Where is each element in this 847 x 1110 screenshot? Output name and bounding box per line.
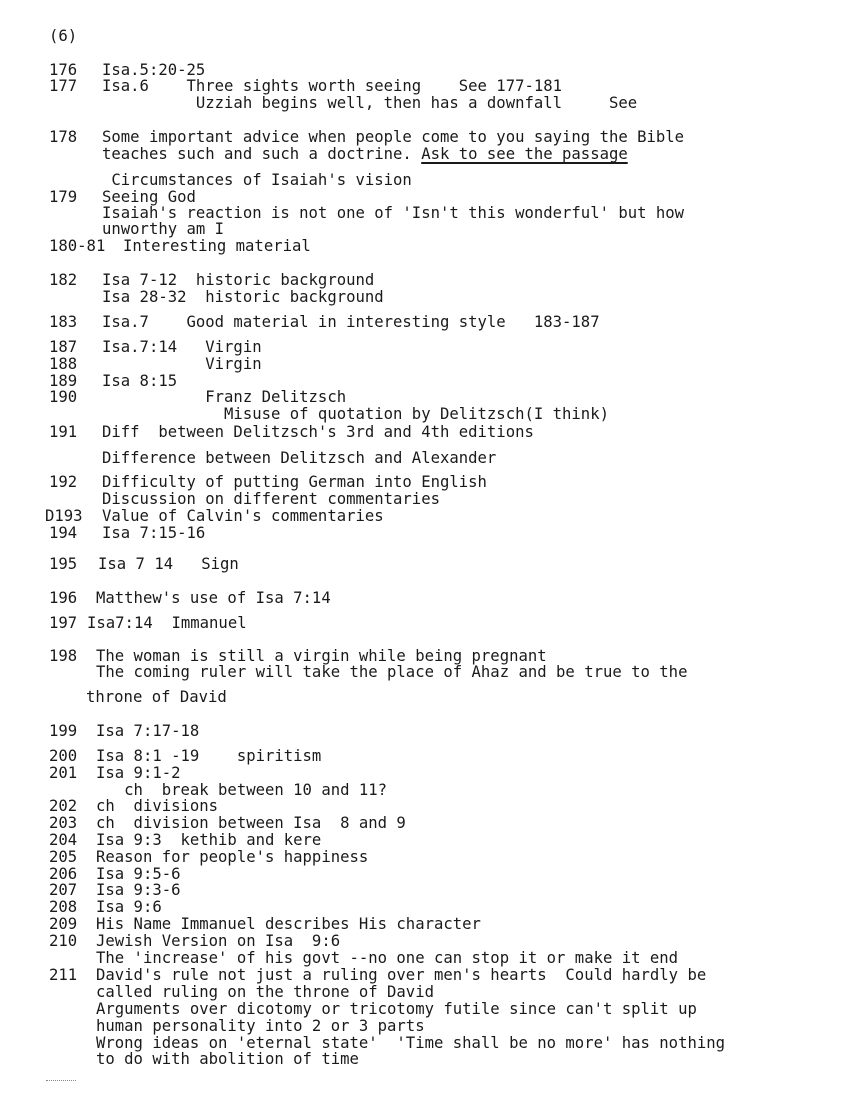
entry-number: 211 — [49, 966, 78, 984]
entry-number: 203 — [49, 814, 78, 832]
entry-number: 209 — [49, 915, 78, 933]
entry-text: David's rule not just a ruling over men's hearts Could hardly be — [96, 966, 707, 984]
entry-number: 191 — [49, 423, 78, 441]
entry-number: 176 — [49, 61, 78, 79]
entry-text-plain: teaches such and such a doctrine. — [102, 145, 412, 163]
entry-text: Isa 9:6 — [96, 898, 162, 916]
entry-text: Isa.5:20-25 — [102, 61, 206, 79]
entry-text: Isa 9:3 kethib and kere — [96, 831, 322, 849]
entry-number: 180-81 — [49, 237, 106, 255]
entry-number: 205 — [49, 848, 78, 866]
entry-text: The coming ruler will take the place of Ahaz and be true to the — [96, 663, 688, 681]
page-number: (6) — [49, 27, 78, 45]
entry-number: 208 — [49, 898, 78, 916]
entry-number: 196 — [49, 589, 78, 607]
entry-number: 195 — [49, 555, 78, 573]
entry-text: Difficulty of putting German into English — [102, 473, 487, 491]
entry-number: 204 — [49, 831, 78, 849]
entry-number: 206 — [49, 865, 78, 883]
entry-number: 182 — [49, 271, 78, 289]
entry-text: Franz Delitzsch — [102, 388, 347, 406]
entry-text: Isa 7:15-16 — [102, 524, 206, 542]
entry-number: 178 — [49, 128, 78, 146]
entry-number: 199 — [49, 722, 78, 740]
entry-number: 189 — [49, 372, 78, 390]
entry-text: Circumstances of Isaiah's vision — [102, 171, 412, 189]
entry-text: Interesting material — [123, 237, 311, 255]
entry-text: Isa.6 Three sights worth seeing See 177-181 — [102, 77, 563, 95]
entry-text: Uzziah begins well, then has a downfall See — [102, 94, 638, 112]
entry-number: 198 — [49, 647, 78, 665]
entry-text: The 'increase' of his govt --no one can stop it or make it end — [96, 949, 679, 967]
entry-number: 197 — [49, 614, 78, 632]
entry-text: Isa 9:5-6 — [96, 865, 181, 883]
entry-text: Isaiah's reaction is not one of 'Isn't this wonderful' but how — [102, 204, 685, 222]
entry-text: human personality into 2 or 3 parts — [96, 1017, 425, 1035]
entry-number: 207 — [49, 881, 78, 899]
entry-text: Isa 7-12 historic background — [102, 271, 375, 289]
entry-text: ch divisions — [96, 797, 219, 815]
entry-text: Value of Calvin's commentaries — [102, 507, 384, 525]
entry-number: 190 — [49, 388, 78, 406]
entry-number: 188 — [49, 355, 78, 373]
entry-text: Arguments over dicotomy or tricotomy futile since can't split up — [96, 1000, 697, 1018]
entry-text: unworthy am I — [102, 220, 225, 238]
entry-number: 183 — [49, 313, 78, 331]
entry-text: Some important advice when people come to you saying the Bible — [102, 128, 685, 146]
scan-mark — [46, 1080, 76, 1083]
entry-number: 179 — [49, 188, 78, 206]
entry-text: Isa 7:17-18 — [96, 722, 200, 740]
entry-text: Isa 9:3-6 — [96, 881, 181, 899]
entry-text: Diff between Delitzsch's 3rd and 4th editions — [102, 423, 534, 441]
entry-text: Virgin — [102, 355, 262, 373]
entry-text: throne of David — [86, 688, 227, 706]
underlined-note: Ask to see the passage — [421, 145, 628, 163]
entry-text: Discussion on different commentaries — [102, 490, 440, 508]
entry-text: Isa.7 Good material in interesting style 183-187 — [102, 313, 600, 331]
entry-number: 200 — [49, 747, 78, 765]
entry-text: Isa 7 14 Sign — [98, 555, 239, 573]
entry-text: Misuse of quotation by Delitzsch(I think) — [102, 405, 609, 423]
entry-text: Isa 9:1-2 — [96, 764, 181, 782]
entry-text: Isa.7:14 Virgin — [102, 338, 262, 356]
entry-text: ch division between Isa 8 and 9 — [96, 814, 406, 832]
entry-text: The woman is still a virgin while being pregnant — [96, 647, 547, 665]
entry-number: 187 — [49, 338, 78, 356]
entry-text: Jewish Version on Isa 9:6 — [96, 932, 341, 950]
entry-text: Difference between Delitzsch and Alexander — [102, 449, 497, 467]
entry-text: Isa7:14 Immanuel — [87, 614, 247, 632]
entry-text: Reason for people's happiness — [96, 848, 369, 866]
entry-number: D193 — [45, 507, 83, 525]
entry-text: called ruling on the throne of David — [96, 983, 434, 1001]
entry-number: 202 — [49, 797, 78, 815]
entry-number: 210 — [49, 932, 78, 950]
entry-text: Isa 28-32 historic background — [102, 288, 384, 306]
entry-text: ch break between 10 and 11? — [96, 781, 388, 799]
entry-number: 194 — [49, 524, 78, 542]
entry-number: 177 — [49, 77, 78, 95]
entry-text: Isa 8:15 — [102, 372, 178, 390]
entry-number: 201 — [49, 764, 78, 782]
entry-text: to do with abolition of time — [96, 1050, 359, 1068]
entry-text: Wrong ideas on 'eternal state' 'Time shall be no more' has nothing — [96, 1034, 726, 1052]
entry-text: Isa 8:1 -19 spiritism — [96, 747, 322, 765]
entry-text — [102, 146, 628, 163]
entry-text: His Name Immanuel describes His character — [96, 915, 481, 933]
entry-number: 192 — [49, 473, 78, 491]
entry-text: Matthew's use of Isa 7:14 — [96, 589, 331, 607]
entry-text: Seeing God — [102, 188, 196, 206]
